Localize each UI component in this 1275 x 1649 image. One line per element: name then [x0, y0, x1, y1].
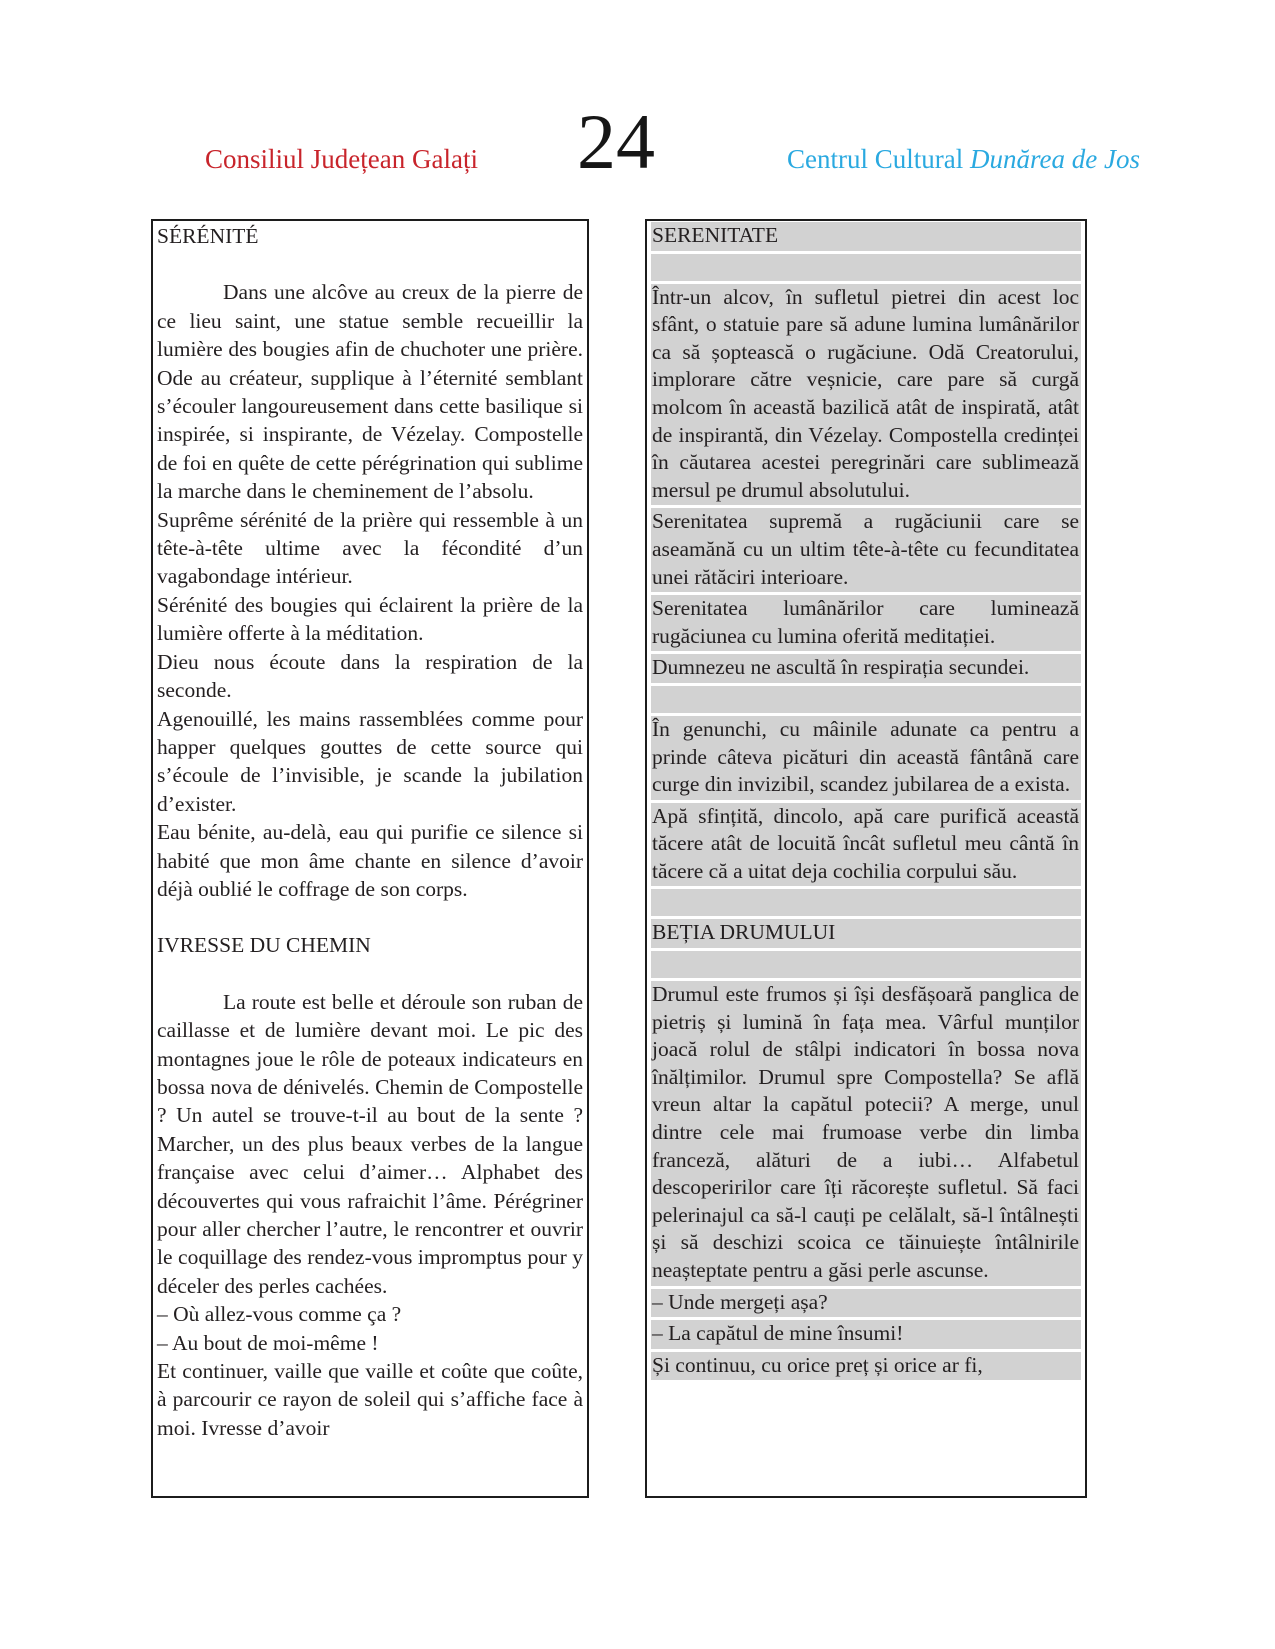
paragraph: Eau bénite, au-delà, eau qui purifie ce silence si habité que mon âme chante en silence d’avoir déjà oublié le coffrage de son corps. [157, 820, 583, 901]
blank-line [157, 903, 583, 931]
header-left-institution: Consiliul Județean Galați [205, 144, 478, 174]
section-heading: IVRESSE DU CHEMIN [157, 933, 371, 958]
french-text-column [151, 219, 589, 1498]
paragraph: – Unde mergeți așa? [651, 1289, 1081, 1318]
section-heading: BEȚIA DRUMULUI [651, 919, 1081, 948]
paragraph: – Où allez-vous comme ça ? [157, 1302, 402, 1327]
paragraph: – La capătul de mine însumi! [651, 1320, 1081, 1349]
paragraph: Suprême sérénité de la prière qui ressemble à un tête-à-tête ultime avec la fécondité d’un vagabondage intérieur. [157, 507, 583, 589]
page-number: 24 [577, 98, 655, 185]
paragraph: În genunchi, cu mâinile adunate ca pentru a prinde câteva picături din această fântână care curge din invizibil, scandez jubilarea de a exista. [651, 716, 1081, 800]
header-right-prefix: Centrul Cultural [787, 144, 970, 174]
section-heading: SÉRÉNITÉ [157, 224, 259, 248]
paragraph: – Au bout de moi-même ! [157, 1330, 379, 1355]
paragraph: La route est belle et déroule son ruban de caillasse et de lumière devant moi. Le pic des montagnes joue le rôle de poteaux indicateurs en bossa nova de dénivelés. Chemin de Compostelle ? Un autel se trouve-t-il au bout de la sente ? Marcher, un des plus beaux verbes de la langue française avec celui d’aimer… Alphabet des découvertes qui vous rafraichit l’âme. Pérégriner pour aller chercher l’autre, le rencontrer et ouvrir le coquillage des rendez-vous impromptus pour y déceler des perles cachées. [157, 989, 583, 1298]
blank-line [157, 960, 583, 988]
blank-line [651, 889, 1081, 916]
paragraph: Serenitatea lumânărilor care luminează rugăciunea cu lumina oferită meditației. [651, 595, 1081, 651]
paragraph: Apă sfințită, dincolo, apă care purifică această tăcere atât de locuită încât sufletul meu cântă în tăcere că a uitat deja cochilia corpului său. [651, 803, 1081, 887]
blank-line [651, 254, 1081, 281]
paragraph: Drumul este frumos și își desfășoară panglica de pietriș și lumină în fața mea. Vârful munților joacă rolul de stâlpi indicatori în bossa nova înălțimilor. Drumul spre Compostella? Se află vreun altar la capătul potecii? A merge, unul dintre cele mai frumoase verbe din limba franceză, alături de a iubi… Alfabetul descoperirilor care îți răcorește sufletul. Să faci pelerinajul ca să-l cauți pe celălalt, să-l întâlnești și să deschizi scoica ce tăinuiește întâlnirile neașteptate pentru a găsi perle ascunse. [651, 981, 1081, 1286]
paragraph: Agenouillé, les mains rassemblées comme pour happer quelques gouttes de cette source qui s’écoule de l’invisible, je scande la jubilation d’exister. [157, 706, 583, 816]
paragraph: Et continuer, vaille que vaille et coûte que coûte, à parcourir ce rayon de soleil qui s’affiche face à moi. Ivresse d’avoir [157, 1359, 583, 1440]
paragraph: Dieu nous écoute dans la respiration de la seconde. [157, 649, 583, 703]
blank-line [157, 250, 583, 278]
paragraph: Într-un alcov, în sufletul pietrei din acest loc sfânt, o statuie pare să adune lumina lumânărilor ca să șoptească o rugăciune. Odă Creatorului, implorare către veșnicie, care pare să curgă molcom în această bazilică atât de inspirată, atât de inspirantă, din Vézelay. Compostella credinței în căutarea acestei peregrinări care sublimează mersul pe drumul absolutului. [651, 284, 1081, 506]
blank-line [651, 951, 1081, 978]
paragraph: Dans une alcôve au creux de la pierre de ce lieu saint, une statue semble recueillir la lumière des bougies afin de chuchoter une prière. Ode au créateur, supplique à l’éternité semblant s’écouler langoureusement dans cette basilique si inspirée, si inspirante, de Vézelay. Compostelle de foi en quête de cette pérégrination qui sublime la marche dans le cheminement de l’absolu. [157, 280, 583, 504]
section-heading: SERENITATE [651, 222, 1081, 251]
paragraph: Serenitatea supremă a rugăciunii care se aseamănă cu un ultim tête-à-tête cu fecunditatea unei rătăciri interioare. [651, 508, 1081, 592]
romanian-text-column [645, 219, 1087, 1498]
header-right-italic-name: Dunărea de Jos [969, 144, 1140, 174]
paragraph: Dumnezeu ne ascultă în respirația secundei. [651, 654, 1081, 683]
blank-line [651, 686, 1081, 713]
paragraph: Și continuu, cu orice preț și orice ar fi, [651, 1352, 1081, 1381]
header-right-institution [787, 144, 1140, 175]
paragraph: Sérénité des bougies qui éclairent la prière de la lumière offerte à la méditation. [157, 592, 583, 646]
